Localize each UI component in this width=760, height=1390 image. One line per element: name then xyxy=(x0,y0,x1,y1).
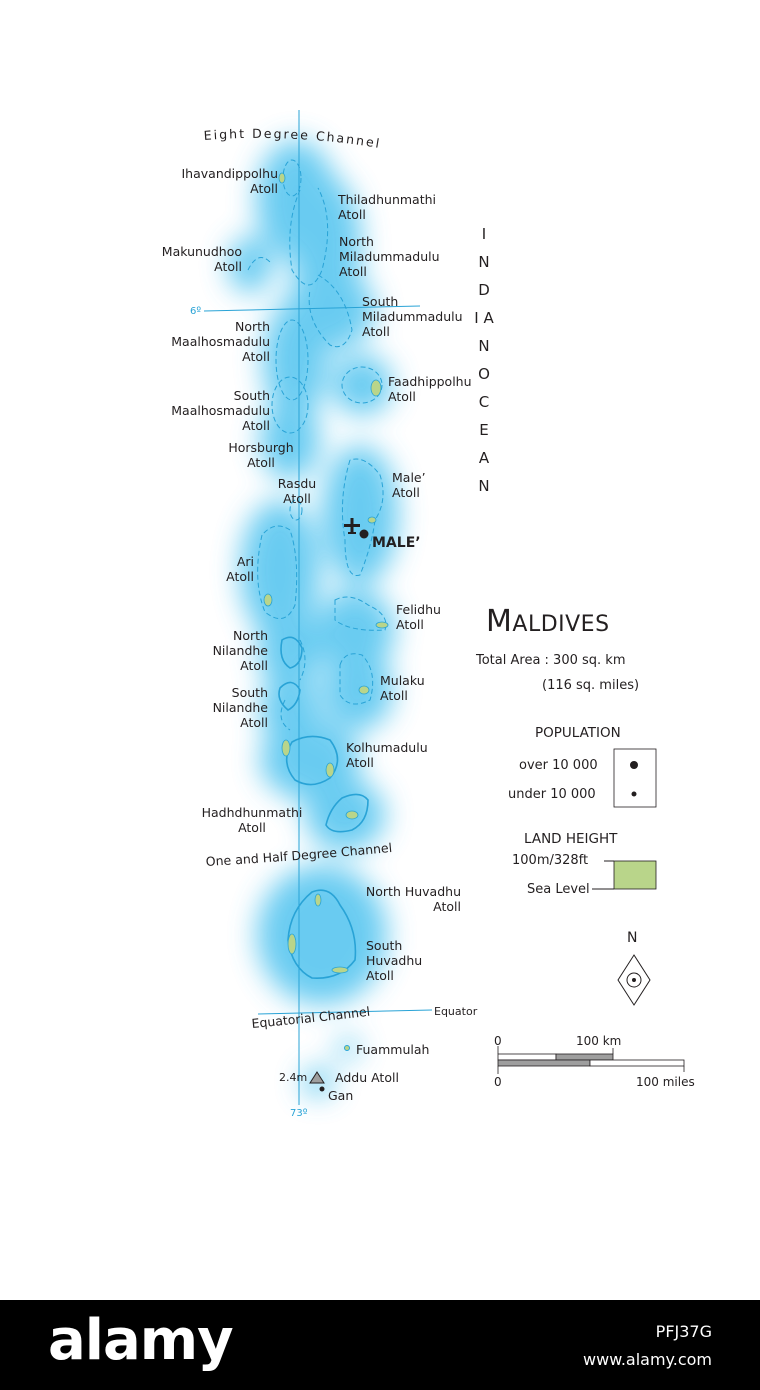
rasdu-label: Rasdu Atoll xyxy=(277,476,317,506)
population-title: POPULATION xyxy=(535,725,621,741)
fuammulah-label: Fuammulah xyxy=(356,1042,430,1057)
watermark-footer xyxy=(0,1300,760,1390)
north-miladummadulu-label: North Miladummadulu Atoll xyxy=(339,234,440,279)
compass-north-label: N xyxy=(627,930,638,946)
scale-zero-km: 0 xyxy=(494,1034,502,1048)
north-nilandhe-label: North Nilandhe Atoll xyxy=(212,628,268,673)
indian-ocean-label: I N D I A N O C E A N xyxy=(474,225,509,495)
fuammulah-island xyxy=(345,1046,350,1051)
site-url: www.alamy.com xyxy=(583,1350,712,1369)
total-area-label: Total Area : 300 sq. km xyxy=(476,653,626,668)
south-huvadhu-label: South Huvadhu Atoll xyxy=(366,938,423,983)
eight-degree-channel-label: Eight Degree Channel xyxy=(203,125,383,152)
scale-bar xyxy=(498,1046,684,1074)
population-over-label: over 10 000 xyxy=(519,758,598,773)
population-over-symbol xyxy=(630,761,638,769)
scale-km-label: 100 km xyxy=(576,1034,622,1048)
population-under-symbol xyxy=(632,792,637,797)
south-nilandhe-label: South Nilandhe Atoll xyxy=(212,685,268,730)
land-height-top-label: 100m/328ft xyxy=(512,853,589,868)
land-height-title: LAND HEIGHT xyxy=(524,831,618,847)
one-and-half-degree-channel-label: One and Half Degree Channel xyxy=(205,839,393,869)
image-code: PFJ37G xyxy=(655,1322,712,1341)
north-maalhosmadulu-label: North Maalhosmadulu Atoll xyxy=(171,319,270,364)
longitude-73-label: 73º xyxy=(290,1108,308,1119)
gan-town-dot xyxy=(320,1087,325,1092)
horsburgh-label: Horsburgh Atoll xyxy=(228,440,294,470)
kolhumadulu-label: Kolhumadulu Atoll xyxy=(346,740,428,770)
male-atoll-label: Male’ Atoll xyxy=(392,470,426,500)
map-title xyxy=(486,604,610,639)
faadhippolhu-label: Faadhippolhu Atoll xyxy=(388,374,472,404)
south-maalhosmadulu-label: South Maalhosmadulu Atoll xyxy=(171,388,270,433)
thiladhunmathi-label: Thiladhunmathi Atoll xyxy=(338,192,436,222)
map-title-rest: ALDIVES xyxy=(512,612,610,637)
land-height-sea-label: Sea Level xyxy=(527,882,590,897)
total-area-miles-label: (116 sq. miles) xyxy=(542,678,640,693)
population-legend-box xyxy=(614,749,656,807)
addu-atoll-label: Addu Atoll xyxy=(335,1070,399,1085)
gan-label: Gan xyxy=(328,1088,354,1103)
gan-height-label: 2.4m xyxy=(279,1071,308,1084)
equatorial-channel-label: Equatorial Channel xyxy=(250,1003,371,1031)
scale-miles-label: 100 miles xyxy=(636,1075,695,1089)
population-under-label: under 10 000 xyxy=(508,787,596,802)
male-capital-dot xyxy=(360,530,369,539)
male-capital-label: MALE’ xyxy=(372,535,421,551)
equator-label: Equator xyxy=(434,1005,478,1018)
north-huvadhu-label: North Huvadhu Atoll xyxy=(365,884,461,914)
south-miladummadulu-label: South Miladummadulu Atoll xyxy=(362,294,463,339)
ihavandippolhu-label: Ihavandippolhu Atoll xyxy=(181,166,278,196)
makunudhoo-label: Makunudhoo Atoll xyxy=(161,244,242,274)
compass-icon xyxy=(618,955,650,1005)
alamy-logo: alamy xyxy=(48,1308,233,1373)
scale-zero-miles: 0 xyxy=(494,1075,502,1089)
felidhu-label: Felidhu Atoll xyxy=(396,602,441,632)
land-height-swatch xyxy=(614,861,656,889)
latitude-6-label: 6º xyxy=(190,306,202,317)
map-title-initial: M xyxy=(486,604,513,639)
mulaku-label: Mulaku Atoll xyxy=(380,673,425,703)
ari-label: Ari Atoll xyxy=(226,554,254,584)
hadhdhunmathi-label: Hadhdhunmathi Atoll xyxy=(201,805,303,835)
